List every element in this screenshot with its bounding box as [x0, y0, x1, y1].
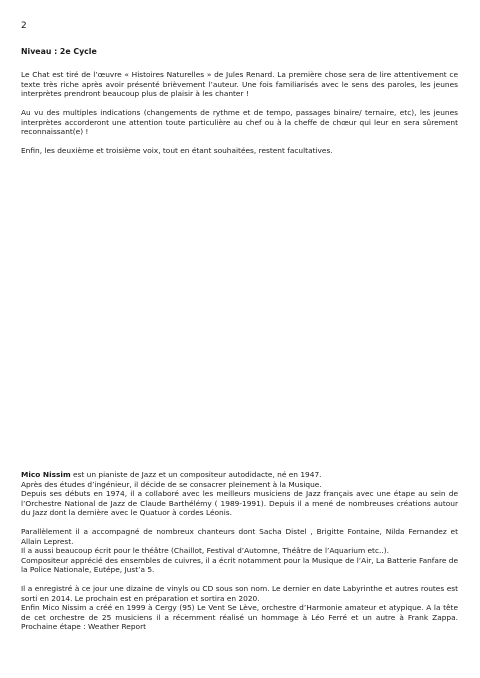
bio-line: Enfin Mico Nissim a créé en 1999 à Cergy (95) Le Vent Se Lève, orchestre d’Harmonie amateur et atypique. A la tête de cet orchestre de 25 musiciens il a récemment réalisé un hommage à Léo Ferré et un autre à Frank Zappa. Prochaine étape : Weather Report — [21, 603, 458, 631]
intro-section — [21, 70, 458, 165]
bio-line: Parallèlement il a accompagné de nombreux chanteurs dont Sacha Distel , Brigitte Fontaine, Nilda Fernandez et Allain Leprest. — [21, 527, 458, 546]
intro-paragraph: Au vu des multiples indications (changements de rythme et de tempo, passages binaire/ ternaire, etc), les jeunes interprètes accorderont une attention toute particulière au chef ou à la cheffe de chœur qui leur en sera sûrement reconnaissant(e) ! — [21, 108, 458, 136]
level-heading: Niveau : 2e Cycle — [21, 47, 97, 56]
bio-line: Il a aussi beaucoup écrit pour le théâtre (Chaillot, Festival d’Automne, Théâtre de l’Aquarium etc..). — [21, 546, 389, 555]
bio-line: Compositeur apprécié des ensembles de cuivres, il a écrit notamment pour la Musique de l’Air, La Batterie Fanfare de la Police Nationale, Eutépe, Just’a 5. — [21, 555, 458, 574]
bio-line: Depuis ses débuts en 1974, il a collaboré avec les meilleurs musiciens de Jazz français avec une étape au sein de l’Orchestre National de Jazz de Claude Barthélémy ( 1989-1991). Depuis il a mené de nombreuses créations autour du Jazz dont la dernière avec le Quatuor à cordes Léonis. — [21, 489, 458, 517]
intro-paragraph: Enfin, les deuxième et troisième voix, tout en étant souhaitées, restent facultatives. — [21, 146, 333, 155]
bio-line: Il a enregistré à ce jour une dizaine de vinyls ou CD sous son nom. Le dernier en date Labyrinthe et autres routes est sorti en 2014. Le prochain est en préparation et sortira en 2020. — [21, 584, 458, 603]
bio-line: Après des études d’ingénieur, il décide de se consacrer pleinement à la Musique. — [21, 479, 322, 489]
page-number: 2 — [21, 21, 27, 31]
bio-first-line — [21, 470, 458, 480]
intro-paragraph: Le Chat est tiré de l’œuvre « Histoires Naturelles » de Jules Renard. La première chose sera de lire attentivement ce texte très riche après avoir présenté brièvement l’auteur. Une fois familiarisés avec le sens des paroles, les jeunes interprètes prendront beaucoup plus de plaisir à les chanter ! — [21, 70, 458, 98]
bio-first-line-text: est un pianiste de Jazz et un compositeur autodidacte, né en 1947. — [70, 470, 322, 479]
biography-section — [21, 470, 458, 632]
bio-name: Mico Nissim — [21, 470, 71, 479]
